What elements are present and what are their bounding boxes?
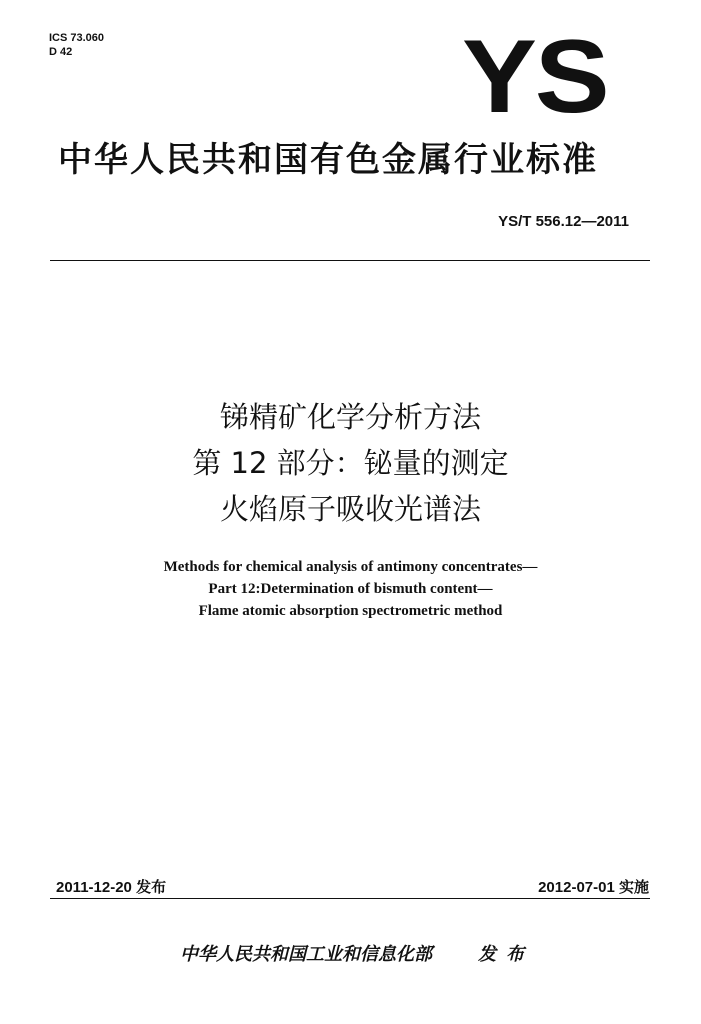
issuing-action: 发布: [478, 944, 534, 965]
ys-logo: YS: [462, 19, 608, 135]
chinese-title-line-3: 火焰原子吸收光谱法: [219, 492, 481, 526]
standard-body-title: 中华人民共和国有色金属行业标准: [58, 140, 598, 180]
standard-number: YS/T 556.12—2011: [498, 213, 629, 230]
header-divider: [50, 260, 650, 261]
issue-date: 2011-12-20 发布: [56, 879, 167, 896]
english-title: [0, 556, 701, 622]
chinese-title-line-2: 第 12 部分：铋量的测定: [192, 446, 509, 480]
english-title-line-3: Flame atomic absorption spectrometric method: [198, 603, 503, 619]
ics-code: ICS 73.060: [49, 32, 105, 44]
category-code: D 42: [49, 46, 73, 58]
english-title-line-2: Part 12:Determination of bismuth content—: [208, 581, 493, 597]
classification-codes: [49, 31, 104, 59]
implement-date: 2012-07-01 实施: [538, 879, 649, 896]
footer-divider: [50, 898, 650, 899]
english-title-line-1: Methods for chemical analysis of antimony concentrates—: [163, 559, 538, 575]
chinese-title: [0, 394, 701, 532]
issuing-authority: 中华人民共和国工业和信息化部: [180, 944, 432, 965]
chinese-title-line-1: 锑精矿化学分析方法: [219, 400, 481, 434]
